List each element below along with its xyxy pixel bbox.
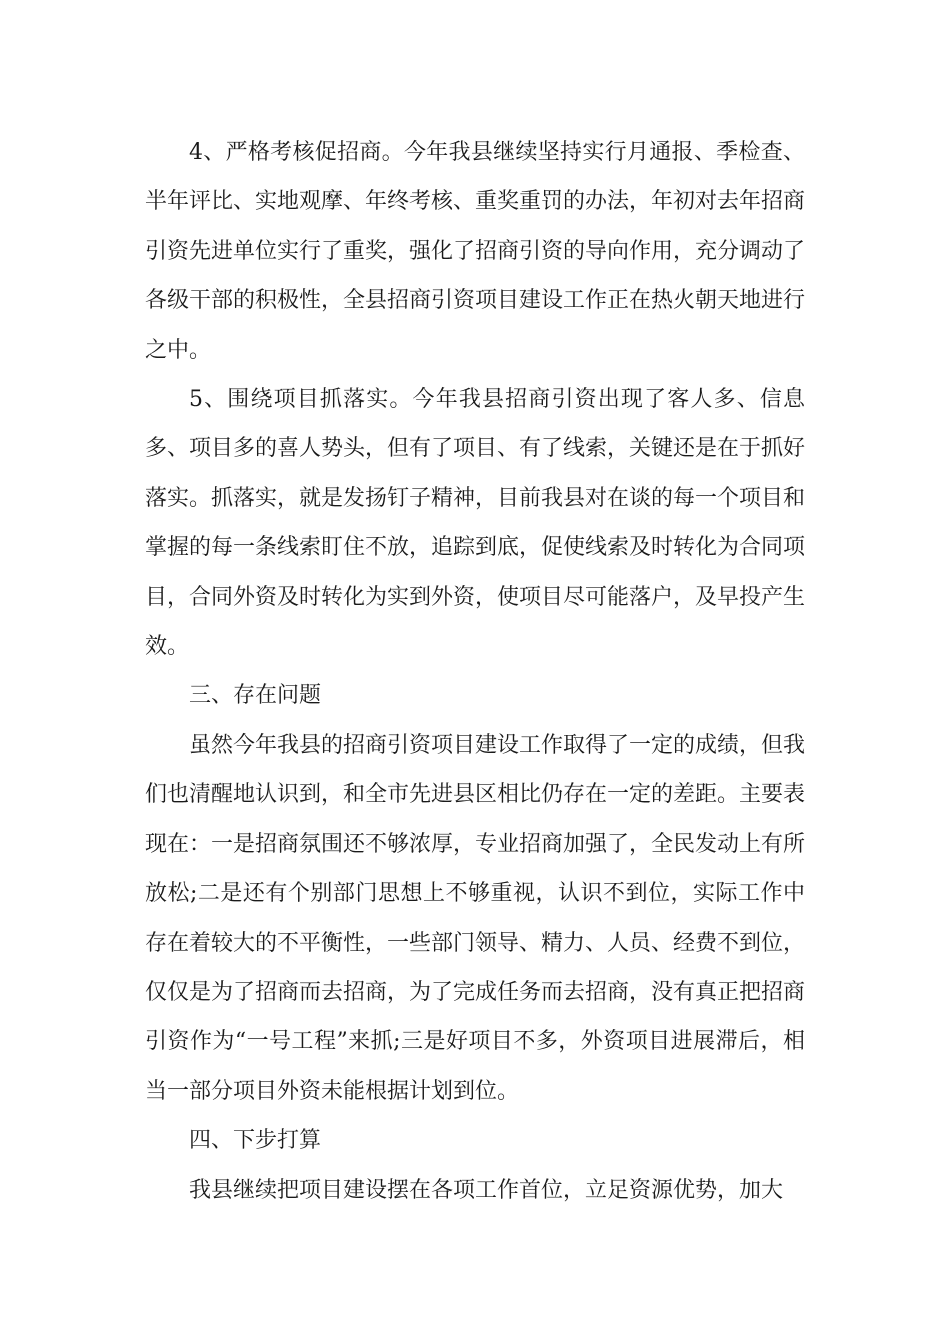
paragraph-next-steps: 我县继续把项目建设摆在各项工作首位，立足资源优势，加大 bbox=[189, 1177, 784, 1203]
paragraph-4-strict-assessment: 4、严格考核促招商。今年我县继续坚持实行月通报、季检查、半年评比、实地观摩、年终考核、重奖重罚的办法，年初对去年招商引资先进单位实行了重奖，强化了招商引资的导向作用，充分调动了各级干部的积极性，全县招商引资项目建设工作正在热火朝天地进行之中。 bbox=[145, 140, 806, 363]
section-heading-next-steps: 四、下步打算 bbox=[189, 1128, 322, 1154]
paragraph-5-project-implementation: 5、围绕项目抓落实。今年我县招商引资出现了客人多、信息多、项目多的喜人势头，但有了项目、有了线索，关键还是在于抓好落实。抓落实，就是发扬钉子精神，目前我县对在谈的每一个项目和掌握的每一条线索盯住不放，追踪到底，促使线索及时转化为合同项目，合同外资及时转化为实到外资，使项目尽可能落户，及早投产生效。 bbox=[145, 387, 806, 660]
section-heading-existing-problems: 三、存在问题 bbox=[189, 683, 322, 709]
paragraph-existing-problems: 虽然今年我县的招商引资项目建设工作取得了一定的成绩，但我们也清醒地认识到，和全市先进县区相比仍存在一定的差距。主要表现在：一是招商氛围还不够浓厚，专业招商加强了，全民发动上有所放松;二是还有个别部门思想上不够重视，认识不到位，实际工作中存在着较大的不平衡性，一些部门领导、精力、人员、经费不到位，仅仅是为了招商而去招商，为了完成任务而去招商，没有真正把招商引资作为“一号工程”来抓;三是好项目不多，外资项目进展滞后，相当一部分项目外资未能根据计划到位。 bbox=[145, 732, 806, 1104]
document-body bbox=[145, 128, 805, 1215]
